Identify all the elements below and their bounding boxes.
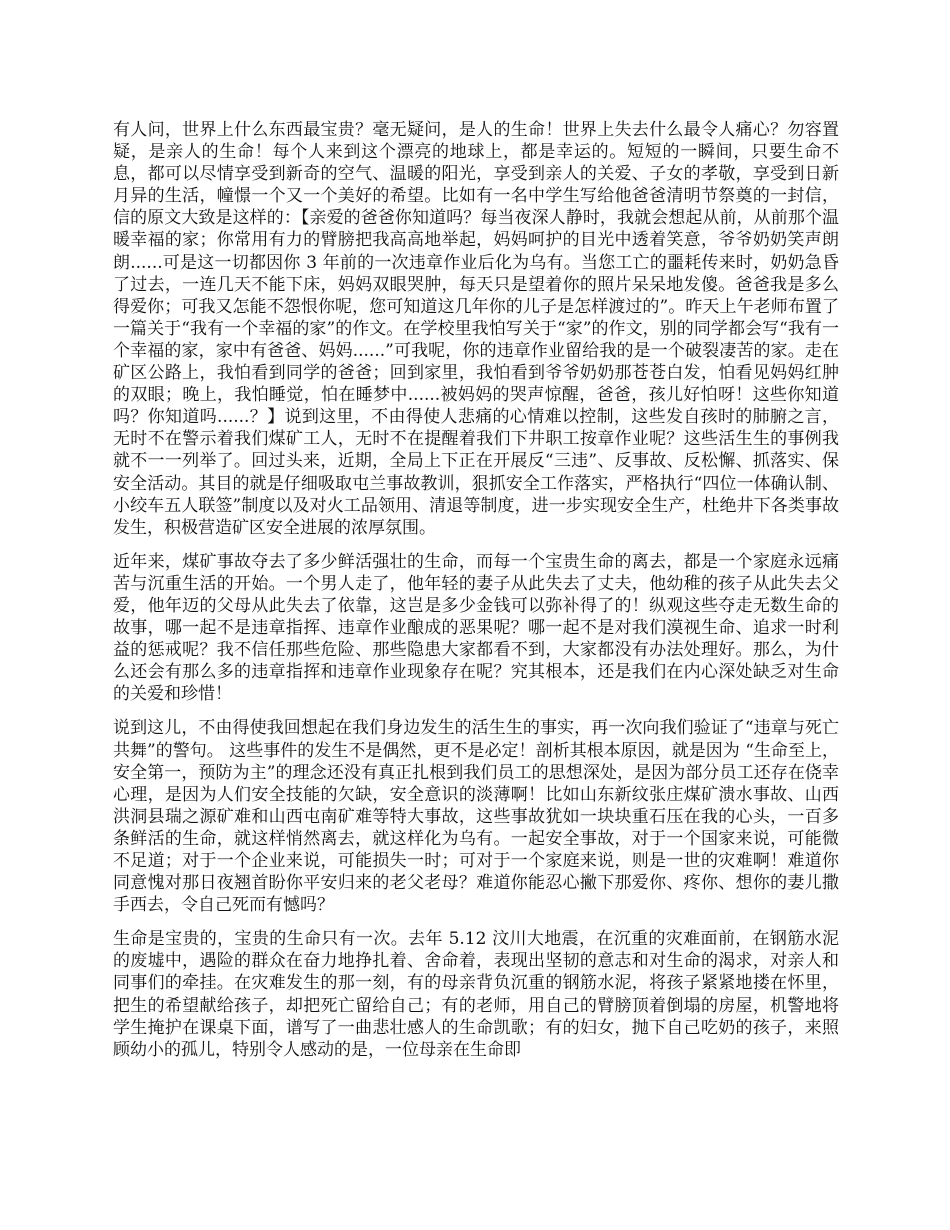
- paragraph-4: 生命是宝贵的，宝贵的生命只有一次。去年 5.12 汶川大地震，在沉重的灾难面前，在钢筋水泥的废墟中，遇险的群众在奋力地挣扎着、舍命着，表现出坚韧的意志和对生命的渴求，对亲人和同事们的牵挂。在灾难发生的那一刻，有的母亲背负沉重的钢筋水泥，将孩子紧紧地搂在怀里，把生的希望献给孩子，却把死亡留给自己；有的老师，用自己的臂膀顶着倒塌的房屋，机警地将学生掩护在课桌下面，谱写了一曲悲壮感人的生命凯歌；有的妇女，抛下自己吃奶的孩子，来照顾幼小的孤儿，特别令人感动的是，一位母亲在生命即: [113, 929, 839, 1060]
- paragraph-3: 说到这儿，不由得使我回想起在我们身边发生的活生生的事实，再一次向我们验证了“违章与死亡共舞”的警句。 这些事件的发生不是偶然，更不是必定！剖析其根本原因，就是因为 “生命至上，安全第一，预防为主”的理念还没有真正扎根到我们员工的思想深处，是因为部分员工还存在侥幸心理，是因为人们安全技能的欠缺，安全意识的淡薄啊！比如山东新纹张庄煤矿溃水事故、山西洪洞县瑞之源矿难和山西屯南矿难等特大事故，这些事故犹如一块块重石压在我的心头，一百多条鲜活的生命，就这样悄然离去，就这样化为乌有。一起安全事故，对于一个国家来说，可能微不足道；对于一个企业来说，可能损失一时；可对于一个家庭来说，则是一世的灾难啊！难道你同意愧对那日夜翘首盼你平安归来的老父老母？难道你能忍心撇下那爱你、疼你、想你的妻儿撒手西去，令自己死而有憾吗？: [113, 718, 839, 916]
- document-body: [113, 119, 839, 1073]
- paragraph-1: 有人问，世界上什么东西最宝贵？毫无疑问，是人的生命！世界上失去什么最令人痛心？勿容置疑，是亲人的生命！每个人来到这个漂亮的地球上，都是幸运的。短短的一瞬间，只要生命不息，都可以尽情享受到新奇的空气、温暖的阳光，享受到亲人的关爱、子女的孝敬，享受到日新月异的生活，幢憬一个又一个美好的希望。比如有一名中学生写给他爸爸清明节祭奠的一封信，信的原文大致是这样的：【亲爱的爸爸你知道吗？每当夜深人静时，我就会想起从前，从前那个温暖幸福的家；你常用有力的臂膀把我高高地举起，妈妈呵护的目光中透着笑意，爷爷奶奶笑声朗朗......可是这一切都因你 3 年前的一次违章作业后化为乌有。当您工亡的噩耗传来时，奶奶急昏了过去，一连几天不能下床，妈妈双眼哭肿，每天只是望着你的照片呆呆地发傻。爸爸我是多么得爱你；可我又怎能不怨恨你呢，您可知道这几年你的儿子是怎样渡过的”。昨天上午老师布置了一篇关于“我有一个幸福的家”的作文。在学校里我怕写关于“家”的作文，别的同学都会写“我有一个幸福的家，家中有爸爸、妈妈......”可我呢，你的违章作业留给我的是一个破裂凄苦的家。走在矿区公路上，我怕看到同学的爸爸；回到家里，我怕看到爷爷奶奶那苍苍白发，怕看见妈妈红肿的双眼；晚上，我怕睡觉，怕在睡梦中......被妈妈的哭声惊醒，爸爸，孩儿好怕呀！这些你知道吗？你知道吗......？】说到这里，不由得使人悲痛的心情难以控制，这些发自孩时的肺腑之言，无时不在警示着我们煤矿工人，无时不在提醒着我们下井职工按章作业呢？这些活生生的事例我就不一一列举了。回过头来，近期，全局上下正在开展反“三违”、反事故、反松懈、抓落实、保安全活动。其目的就是仔细吸取屯兰事故教训，狠抓安全工作落实，严格执行“四位一体确认制、小绞车五人联签”制度以及对火工品领用、清退等制度，进一步实现安全生产，杜绝井下各类事故发生，积极营造矿区安全进展的浓厚氛围。: [113, 120, 839, 538]
- paragraph-2: 近年来，煤矿事故夺去了多少鲜活强壮的生命，而每一个宝贵生命的离去，都是一个家庭永远痛苦与沉重生活的开始。一个男人走了，他年轻的妻子从此失去了丈夫，他幼稚的孩子从此失去父爱，他年迈的父母从此失去了依靠，这岂是多少金钱可以弥补得了的！纵观这些夺走无数生命的故事，哪一起不是违章指挥、违章作业酿成的恶果呢？哪一起不是对我们漠视生命、追求一时利益的惩戒呢？我不信任那些危险、那些隐患大家都看不到，大家都没有办法处理好。那么，为什么还会有那么多的违章指挥和违章作业现象存在呢？究其根本，还是我们在内心深处缺乏对生命的关爱和珍惜！: [113, 551, 839, 705]
